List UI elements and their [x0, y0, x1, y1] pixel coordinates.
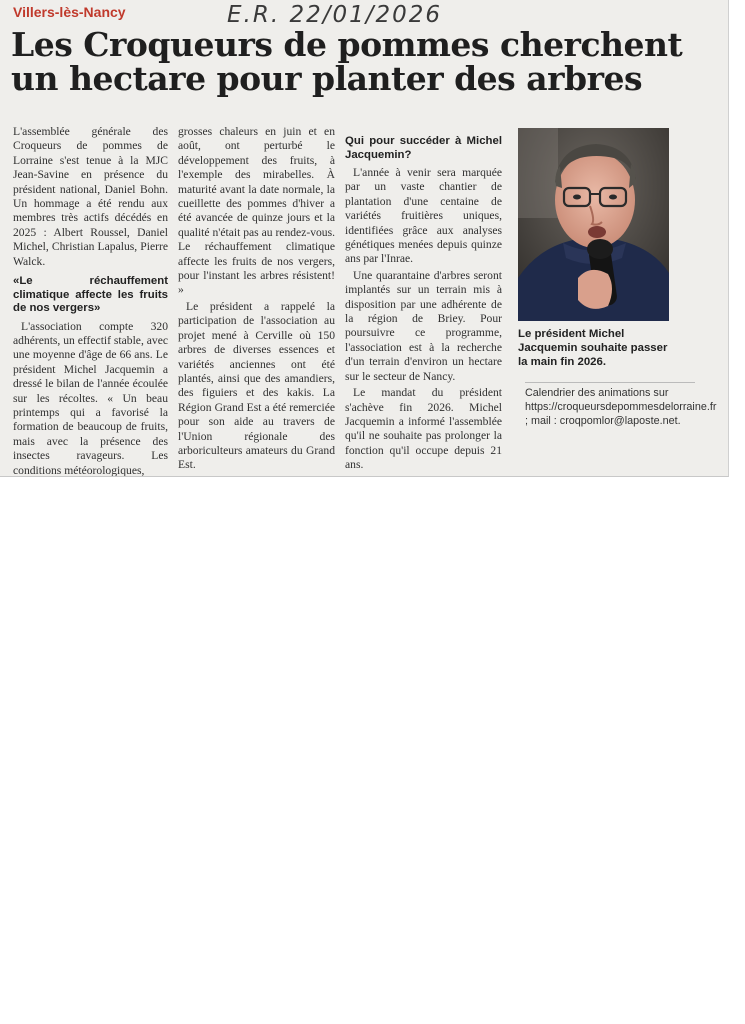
- column-1: [13, 125, 168, 477]
- portrait-illustration: [518, 128, 669, 321]
- paragraph: Le président a rappelé la participation de l'association au projet mené à Cerville où 150 arbres de diverses essences et variétés anciennes ont été plantés, ainsi que des amandiers, des figuiers et des kakis. La Région Grand Est a été remerciée pour son aide au travers de l'Union régionale des arboriculteurs amateurs du Grand Est.: [178, 299, 335, 472]
- president-photo: [518, 128, 669, 321]
- subheading-climate: «Le réchauffement climatique affecte les fruits de nos vergers»: [13, 275, 168, 315]
- paragraph: Le mandat du président s'achève fin 2026. Michel Jacquemin a informé l'assemblée qu'il ne souhaite pas prolonger la fonction qu'il occupe depuis 21 ans.: [345, 386, 502, 472]
- article-kicker: Villers-lès-Nancy: [13, 4, 126, 20]
- newspaper-clipping: [0, 0, 729, 477]
- paragraph: Une quarantaine d'arbres seront implantés sur un terrain mis à disposition par une adhérente de la région de Briey. Pour poursuivre ce programme, l'association est à la recherche d'un terrain d'environ un hectare sur le secteur de Nancy.: [345, 268, 502, 383]
- column-2: [178, 125, 335, 475]
- paragraph: L'assemblée générale des Croqueurs de pommes de Lorraine s'est tenue à la MJC Jean-Savine en présence du président national, Daniel Bohn. Un hommage a été rendu aux membres très actifs décédés en 2025 : Albert Roussel, Daniel Michel, Christian Lapalus, Pierre Walck.: [13, 125, 168, 268]
- article-headline: Les Croqueurs de pommes cherchent un hectare pour planter des arbres: [11, 25, 683, 98]
- contact-footnote: Calendrier des animations sur https://croqueursdepommesdelorraine.fr ; mail : croqpomlor@laposte.net.: [525, 382, 695, 428]
- subheading-succession: Qui pour succéder à Michel Jacquemin?: [345, 135, 502, 161]
- paragraph: grosses chaleurs en juin et en août, ont perturbé le développement des fruits, à l'exemple des mirabelles. À maturité avant la date normale, la cueillette des pommes d'hiver a été avancée de quinze jours et la qualité n'était pas au rendez-vous. Le réchauffement climatique affecte les fruits de nos vergers, pour l'instant les arbres résistent! »: [178, 125, 335, 297]
- column-3: [345, 125, 502, 475]
- paragraph: L'année à venir sera marquée par un vaste chantier de plantation d'une centaine de variétés fruitières uniques, identifiées grâce aux analyses génétiques menées depuis quinze ans par l'Inrae.: [345, 166, 502, 266]
- handwritten-date-note: E.R. 22/01/2026: [227, 2, 443, 28]
- photo-caption: Le président Michel Jacquemin souhaite passer la main fin 2026.: [518, 328, 668, 368]
- paragraph: L'association compte 320 adhérents, un effectif stable, avec une moyenne d'âge de 66 ans. Le président Michel Jacquemin a dressé le bilan de l'année écoulée sur les récoltes. « Un beau printemps qui a favorisé la formation de beaucoup de fruits, mais avec la présence des insectes ravageurs. Les conditions météorologiques,: [13, 319, 168, 477]
